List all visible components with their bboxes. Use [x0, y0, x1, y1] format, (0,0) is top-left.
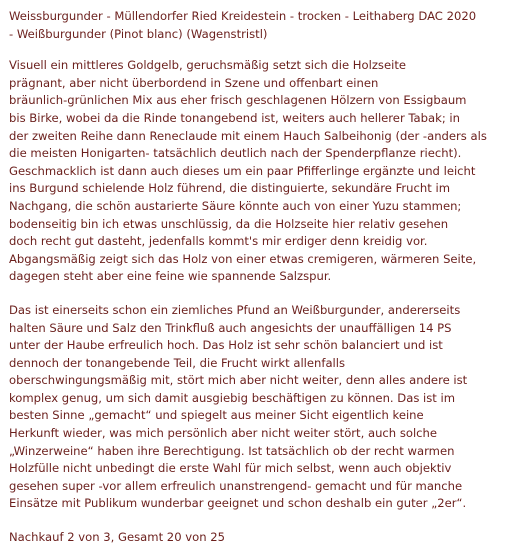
- text-line: dagegen steht aber eine feine wie spannende Salzspur.: [9, 269, 332, 284]
- text-line: bis Birke, wobei da die Rinde tonangebend ist, weiters auch hellerer Tabak; in: [9, 110, 460, 125]
- text-line: „Winzerweine“ haben ihre Berechtigung. Ist tatsächlich ob der recht warmen: [9, 443, 455, 458]
- text-line: Geschmacklich ist dann auch dieses um ein paar Pfifferlinge ergänzte und leicht: [9, 163, 476, 178]
- text-line: Holzfülle nicht unbedingt die erste Wahl für mich selbst, wenn auch objektiv: [9, 461, 452, 476]
- text-line: unter der Haube erfreulich hoch. Das Holz ist sehr schön balanciert und ist: [9, 338, 443, 353]
- tasting-note-paragraph: [9, 57, 505, 286]
- review-document: [9, 8, 505, 547]
- text-line: der zweiten Reihe dann Reneclaude mit einem Hauch Salbeihonig (der -anders als: [9, 128, 487, 143]
- conclusion-paragraph: [9, 302, 505, 513]
- text-line: Das ist einerseits schon ein ziemliches Pfund an Weißburgunder, andererseits: [9, 302, 461, 317]
- text-line: Visuell ein mittleres Goldgelb, geruchsmäßig setzt sich die Holzseite: [9, 58, 406, 73]
- text-line: ins Burgund schielende Holz führend, die distinguierte, sekundäre Frucht im: [9, 181, 450, 196]
- title-line: - Weißburgunder (Pinot blanc) (Wagenstristl): [9, 26, 268, 41]
- text-line: Abgangsmäßig zeigt sich das Holz von einer etwas cremigeren, wärmeren Seite,: [9, 251, 477, 266]
- footer-text: Nachkauf 2 von 3, Gesamt 20 von 25: [9, 530, 225, 545]
- title-line: Weissburgunder - Müllendorfer Ried Kreidestein - trocken - Leithaberg DAC 2020: [9, 9, 477, 23]
- text-line: oberschwingungsmäßig mit, stört mich aber nicht weiter, denn alles andere ist: [9, 373, 468, 388]
- text-line: bräunlich-grünlichen Mix aus eher frisch geschlagenen Hölzern von Essigbaum: [9, 93, 467, 108]
- text-line: doch recht gut dasteht, jedenfalls kommt's mir erdiger denn kreidig vor.: [9, 234, 428, 249]
- text-line: Herkunft wieder, was mich persönlich aber nicht weiter stört, auch solche: [9, 426, 438, 441]
- text-line: komplex genug, um sich damit ausgiebig beschäftigen zu können. Das ist im: [9, 390, 456, 405]
- text-line: Einsätze mit Publikum wunderbar geeignet und schon deshalb ein guter „2er“.: [9, 496, 467, 511]
- text-line: besten Sinne „gemacht“ und spiegelt aus meiner Sicht eigentlich keine: [9, 408, 424, 423]
- wine-title: [9, 8, 505, 43]
- purchase-footer: [9, 529, 505, 547]
- text-line: halten Säure und Salz den Trinkfluß auch angesichts der unauffälligen 14 PS: [9, 320, 452, 335]
- text-line: die meisten Honigarten- tatsächlich deutlich nach der Spenderpflanze riecht).: [9, 146, 462, 161]
- text-line: Nachgang, die schön austarierte Säure könnte auch von einer Yuzu stammen;: [9, 198, 462, 213]
- text-line: gesehen super -vor allem erfreulich unanstrengend- gemacht und für manche: [9, 478, 463, 493]
- text-line: bodenseitig bin ich etwas unschlüssig, da die Holzseite hier relativ gesehen: [9, 216, 449, 231]
- text-line: dennoch der tonangebende Teil, die Frucht wirkt allenfalls: [9, 355, 346, 370]
- text-line: prägnant, aber nicht überbordend in Szene und offenbart einen: [9, 75, 379, 90]
